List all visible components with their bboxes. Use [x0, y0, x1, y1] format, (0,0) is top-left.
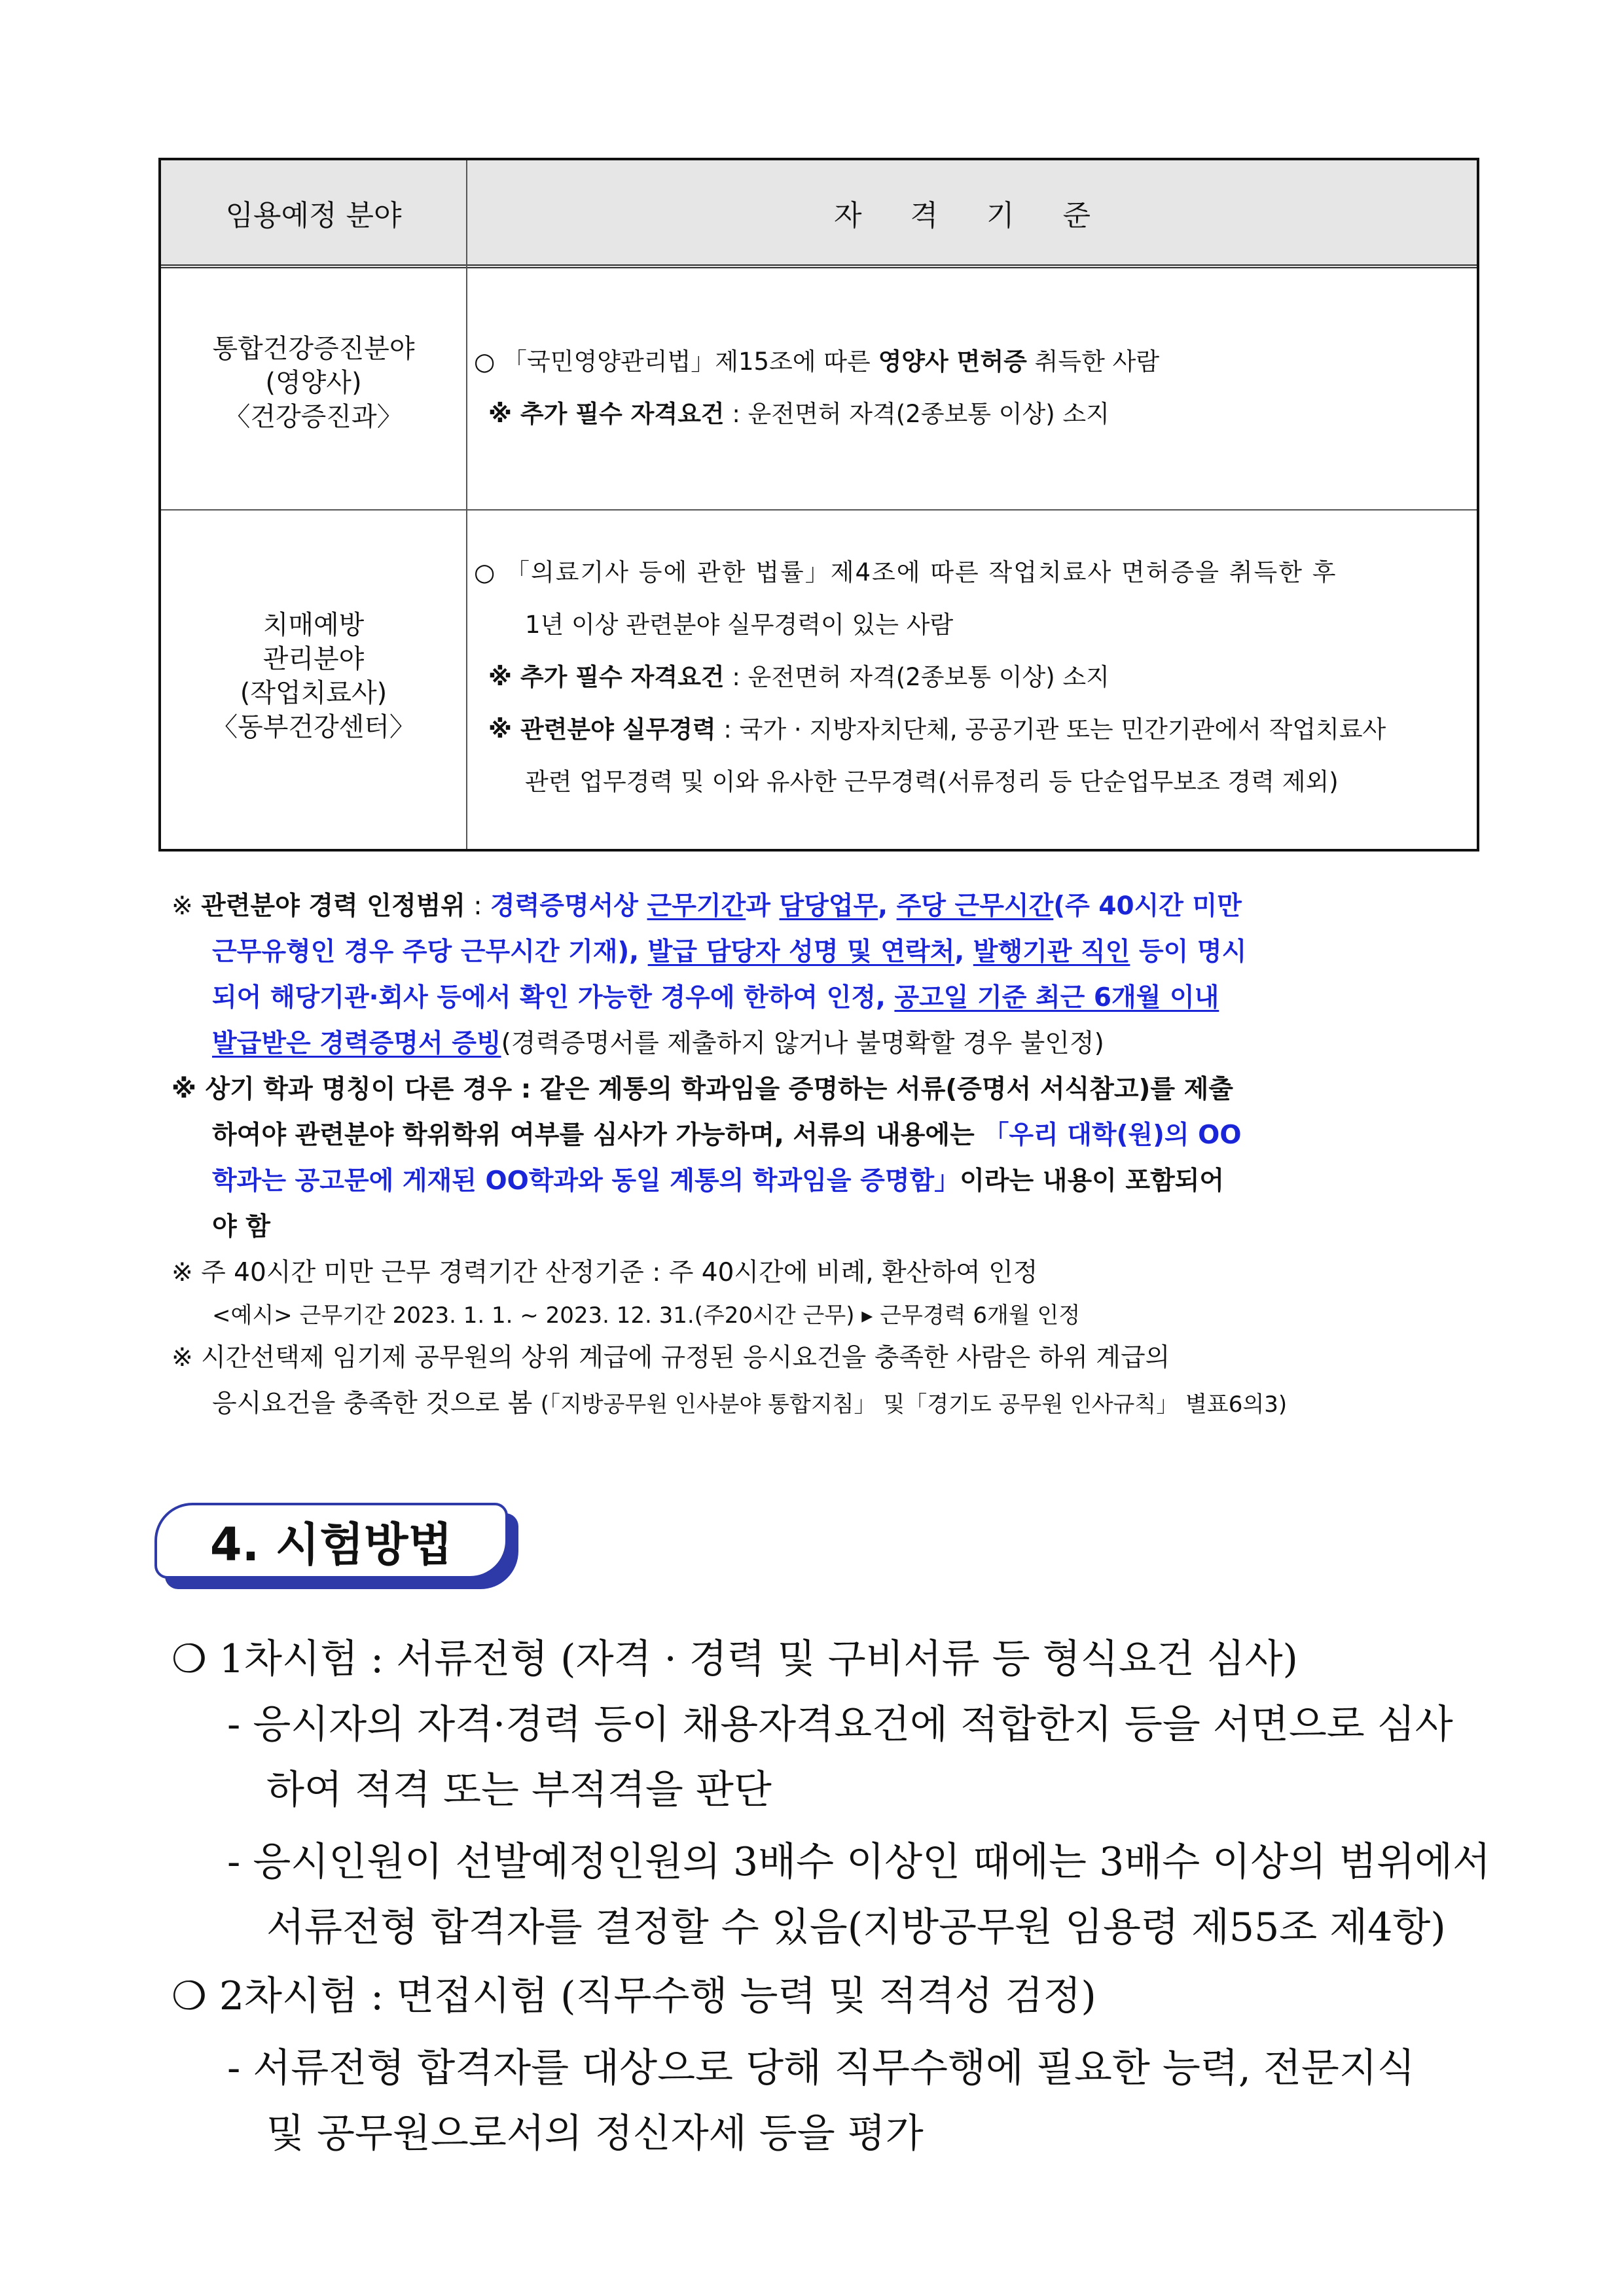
note1-line2 — [171, 929, 1481, 975]
note2-line1: ※ 상기 학과 명칭이 다른 경우 : 같은 계통의 학과임을 증명하는 서류(증명서 서식참고)를 제출 — [171, 1075, 1233, 1104]
text-run: 주당 근무시간 — [896, 891, 1054, 921]
text-run: 하여야 관련분야 학위학위 여부를 심사가 가능하며, 서류의 내용에는 — [212, 1121, 984, 1150]
text-run: : 운전면허 자격(2종보통 이상) 소지 — [724, 663, 1110, 691]
text-run: 발급 담당자 성명 및 연락처 — [647, 937, 955, 967]
qualification-table — [158, 158, 1479, 852]
text-run: 근무유형인 경우 주당 근무시간 기재), — [212, 937, 648, 967]
license-emphasis: 영양사 면허증 — [878, 348, 1027, 376]
text-run: 등이 명시 — [1130, 937, 1247, 967]
note2-line4: 야 함 — [212, 1212, 270, 1242]
exam-method-1 — [171, 1626, 1491, 1960]
stage1-detail2a: - 응시인원이 선발예정인원의 3배수 이상인 때에는 3배수 이상의 범위에서 — [227, 1839, 1491, 1885]
text-run: (경력증명서를 제출하지 않거나 불명확할 경우 불인정) — [501, 1029, 1104, 1058]
regulation-reference: (「지방공무원 인사분야 통합지침」 및「경기도 공무원 인사규칙」 별표6의3) — [540, 1391, 1288, 1418]
row2-criteria-line1: ○ 「의료기사 등에 관한 법률」제4조에 따른 작업치료사 면허증을 취득한 후 — [474, 558, 1337, 586]
stage1-title: ❍ 1차시험 : 서류전형 (자격 · 경력 및 구비서류 등 형식요건 심사) — [171, 1636, 1298, 1682]
row1-field-role: (영양사) — [265, 368, 362, 398]
note2-line3 — [171, 1158, 1481, 1204]
row1-criteria-line1 — [474, 336, 1470, 388]
text-run: : — [465, 891, 490, 921]
row-divider — [161, 509, 1477, 511]
text-run: 학과는 공고문에 게재된 OO학과와 동일 계통의 학과임을 증명함」 — [212, 1166, 960, 1196]
note4-line1: ※ 시간선택제 임기제 공무원의 상위 계급에 규정된 응시요건을 충족한 사람은 하위 계급의 — [171, 1343, 1170, 1372]
row2-criteria-line3 — [474, 651, 1470, 704]
text-run: 취득한 사람 — [1026, 348, 1160, 376]
note-mark: ※ — [171, 891, 202, 921]
text-run: : 운전면허 자격(2종보통 이상) 소지 — [724, 400, 1110, 428]
row2-field-name-1: 치매예방 — [262, 610, 365, 640]
row2-criteria-line5: 관련 업무경력 및 이와 유사한 근무경력(서류정리 등 단순업무보조 경력 제외) — [525, 768, 1339, 796]
row2-criteria-line2: 1년 이상 관련분야 실무경력이 있는 사람 — [525, 611, 954, 639]
row1-criteria-line2 — [474, 388, 1470, 440]
text-run: 이라는 내용이 포함되어 — [960, 1166, 1225, 1196]
header-criteria: 자 격 기 준 — [834, 198, 1110, 232]
note1-line1 — [171, 884, 1481, 929]
stage2-title: ❍ 2차시험 : 면접시험 (직무수행 능력 및 적격성 검정) — [171, 1973, 1096, 2019]
stage1-detail1b: 하여 적격 또는 부적격을 판단 — [266, 1767, 772, 1813]
requirement-label: ※ 추가 필수 자격요건 — [488, 400, 725, 428]
row1-field-dept: 〈건강증진과〉 — [224, 402, 403, 432]
stage2-detail1a: - 서류전형 합격자를 대상으로 당해 직무수행에 필요한 능력, 전문지식 — [227, 2045, 1415, 2091]
text-run: : 국가 · 지방자치단체, 공공기관 또는 민간기관에서 작업치료사 — [715, 715, 1386, 744]
section-heading: 4. 시험방법 — [154, 1503, 508, 1579]
header-field: 임용예정 분야 — [225, 198, 402, 232]
text-run: 응시요건을 충족한 것으로 봄 — [212, 1389, 541, 1418]
experience-label: ※ 관련분야 실무경력 — [488, 715, 716, 744]
text-run: , — [954, 937, 973, 967]
text-run: 근무기간 — [647, 891, 746, 921]
text-run: 과 — [746, 891, 780, 921]
row2-criteria — [467, 547, 1470, 808]
text-run: 되어 해당기관·회사 등에서 확인 가능한 경우에 한하여 인정, — [212, 983, 895, 1013]
text-run: , — [878, 891, 897, 921]
note1-line3 — [171, 975, 1481, 1021]
stage1-detail2b: 서류전형 합격자를 결정할 수 있음(지방공무원 임용령 제55조 제4항) — [266, 1905, 1446, 1950]
row1-field — [161, 332, 466, 434]
row2-field — [161, 608, 466, 744]
notes-block — [171, 884, 1481, 1427]
text-run: ○ 「국민영양관리법」제15조에 따른 — [474, 348, 878, 376]
requirement-label: ※ 추가 필수 자격요건 — [488, 663, 725, 691]
text-run: 경력증명서상 — [490, 891, 647, 921]
note3-line1: ※ 주 40시간 미만 근무 경력기간 산정기준 : 주 40시간에 비례, 환산하여 인정 — [171, 1258, 1038, 1287]
stage1-detail1a: - 응시자의 자격·경력 등이 채용자격요건에 적합한지 등을 서면으로 심사 — [227, 1702, 1453, 1748]
row2-field-name-2: 관리분야 — [262, 644, 365, 674]
text-run: 「우리 대학(원)의 OO — [983, 1121, 1242, 1150]
row2-field-dept: 〈동부건강센터〉 — [211, 712, 416, 742]
note2-line2 — [171, 1113, 1481, 1158]
note3-example: <예시> 근무기간 2023. 1. 1. ~ 2023. 12. 31.(주20시간 근무) ▸ 근무경력 6개월 인정 — [212, 1302, 1081, 1329]
exam-method-2 — [171, 1964, 1481, 2166]
row1-criteria — [467, 336, 1470, 440]
row2-criteria-line4 — [474, 704, 1470, 756]
note1-line4 — [171, 1021, 1481, 1067]
text-run: 발급받은 경력증명서 증빙 — [212, 1029, 501, 1058]
stage2-detail1b: 및 공무원으로서의 정신자세 등을 평가 — [266, 2111, 924, 2157]
text-run: 공고일 기준 최근 6개월 이내 — [894, 983, 1219, 1013]
note1-title: 관련분야 경력 인정범위 — [201, 891, 465, 921]
row2-field-role: (작업치료사) — [240, 678, 388, 708]
note4-line2 — [171, 1381, 1481, 1427]
text-run: (주 40시간 미만 — [1053, 891, 1242, 921]
text-run: 담당업무 — [779, 891, 878, 921]
text-run: 발행기관 직인 — [973, 937, 1130, 967]
row1-field-name: 통합건강증진분야 — [212, 334, 415, 364]
